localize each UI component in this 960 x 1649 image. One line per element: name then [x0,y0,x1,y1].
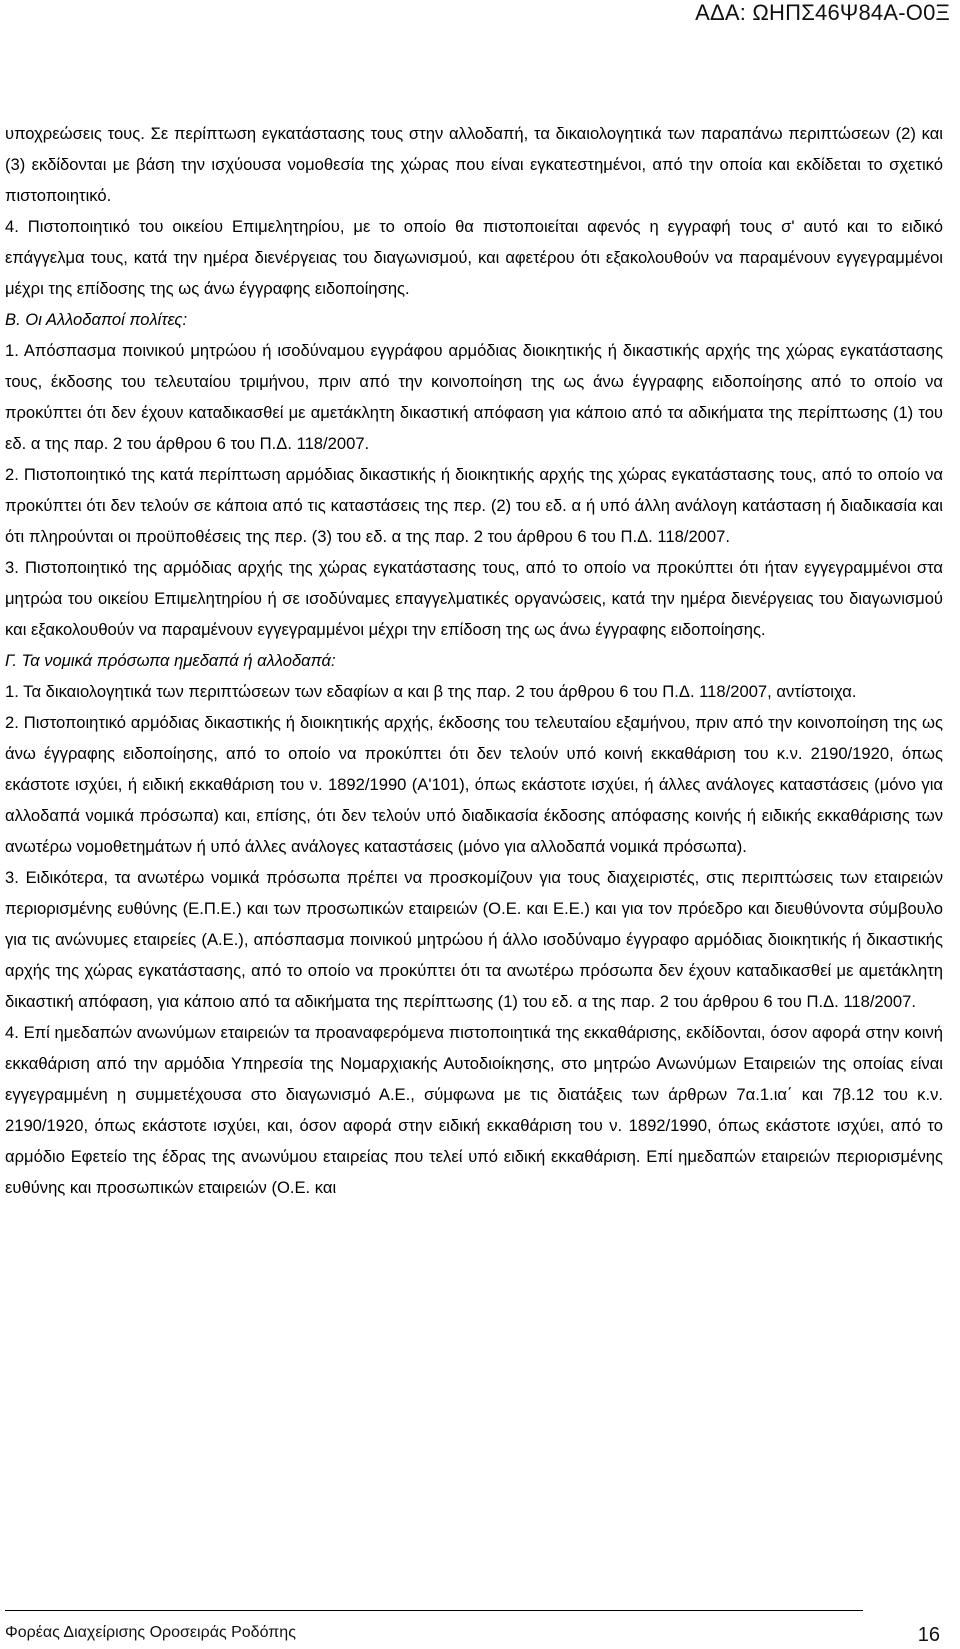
paragraph: 3. Πιστοποιητικό της αρμόδιας αρχής της χώρας εγκατάστασης τους, από το οποίο να προκύπτει ότι ήταν εγγεγραμμένοι στα μητρώα του οικείου Επιμελητηρίου ή σε ισοδύναμες επαγγελματικές οργανώσεις, κατά την ημέρα διενέργειας του διαγωνισμού και εξακολουθούν να παραμένουν εγγεγραμμένοι μέχρι την επίδοση της ως άνω έγγραφης ειδοποίησης. [5,558,943,639]
footer-organization: Φορέας Διαχείρισης Οροσειράς Ροδόπης [5,1624,296,1641]
paragraph: 1. Τα δικαιολογητικά των περιπτώσεων των εδαφίων α και β της παρ. 2 του άρθρου 6 του Π.Δ. 118/2007, αντίστοιχα. [5,682,857,701]
paragraph: 3. Ειδικότερα, τα ανωτέρω νομικά πρόσωπα πρέπει να προσκομίζουν για τους διαχειριστές, στις περιπτώσεις των εταιρειών περιορισμένης ευθύνης (Ε.Π.Ε.) και των προσωπικών εταιρειών (Ο.Ε. και Ε.Ε.) και για τον πρόεδρο και διευθύνοντα σύμβουλο για τις ανώνυμες εταιρείες (Α.Ε.), απόσπασμα ποινικού μητρώου ή άλλο ισοδύναμο έγγραφο αρμόδιας διοικητικής ή δικαστικής αρχής της χώρας εγκατάστασης, από το οποίο να προκύπτει ότι τα ανωτέρω πρόσωπα δεν έχουν καταδικασθεί με αμετάκλητη δικαστική απόφαση, για κάποιο από τα αδικήματα της περίπτωσης (1) του εδ. α της παρ. 2 του άρθρου 6 του Π.Δ. 118/2007. [5,868,943,1011]
paragraph: υποχρεώσεις τους. Σε περίπτωση εγκατάστασης τους στην αλλοδαπή, τα δικαιολογητικά των παραπάνω περιπτώσεων (2) και (3) εκδίδονται με βάση την ισχύουσα νομοθεσία της χώρας που είναι εγκατεστημένοι, από την οποία και εκδίδεται το σχετικό πιστοποιητικό. [5,124,943,205]
page-number: 16 [917,1624,940,1646]
document-body [5,118,943,1203]
footer-divider [5,1610,863,1611]
paragraph: 1. Απόσπασμα ποινικού μητρώου ή ισοδύναμου εγγράφου αρμόδιας διοικητικής ή δικαστικής αρχής της χώρας εγκατάστασης τους, έκδοσης του τελευταίου τριμήνου, πριν από την κοινοποίηση της ως άνω έγγραφης ειδοποίησης από το οποίο να προκύπτει ότι δεν έχουν καταδικασθεί με αμετάκλητη δικαστική απόφαση για κάποιο από τα αδικήματα της περίπτωσης (1) του εδ. α της παρ. 2 του άρθρου 6 του Π.Δ. 118/2007. [5,341,943,453]
section-heading-b: Β. Οι Αλλοδαποί πολίτες: [5,310,188,329]
paragraph: 4. Πιστοποιητικό του οικείου Επιμελητηρίου, με το οποίο θα πιστοποιείται αφενός η εγγραφή τους σ' αυτό και το ειδικό επάγγελμα τους, κατά την ημέρα διενέργειας του διαγωνισμού, και αφετέρου ότι εξακολουθούν να παραμένουν εγγεγραμμένοι μέχρι της επίδοσης της ως άνω έγγραφης ειδοποίησης. [5,217,943,298]
paragraph: 4. Επί ημεδαπών ανωνύμων εταιρειών τα προαναφερόμενα πιστοποιητικά της εκκαθάρισης, εκδίδονται, όσον αφορά στην κοινή εκκαθάριση από την αρμόδια Υπηρεσία της Νομαρχιακής Αυτοδιοίκησης, στο μητρώο Ανωνύμων Εταιρειών της οποίας είναι εγγεγραμμένη η συμμετέχουσα στο διαγωνισμό Α.Ε., σύμφωνα με τις διατάξεις των άρθρων 7α.1.ια΄ και 7β.12 του κ.ν. 2190/1920, όπως εκάστοτε ισχύει, και, όσον αφορά στην ειδική εκκαθάριση του ν. 1892/1990, όπως εκάστοτε ισχύει, από το αρμόδιο Εφετείο της έδρας της ανωνύμου εταιρείας που τελεί υπό ειδική εκκαθάριση. Επί ημεδαπών εταιρειών περιορισμένης ευθύνης και προσωπικών εταιρειών (Ο.Ε. και [5,1023,943,1197]
paragraph: 2. Πιστοποιητικό αρμόδιας δικαστικής ή διοικητικής αρχής, έκδοσης του τελευταίου εξαμήνου, πριν από την κοινοποίηση της ως άνω έγγραφης ειδοποίησης, από το οποίο να προκύπτει ότι δεν τελούν υπό κοινή εκκαθάριση του κ.ν. 2190/1920, όπως εκάστοτε ισχύει, ή ειδική εκκαθάριση του ν. 1892/1990 (Α'101), όπως εκάστοτε ισχύει, ή άλλες ανάλογες καταστάσεις (μόνο για αλλοδαπά νομικά πρόσωπα) και, επίσης, ότι δεν τελούν υπό διαδικασία έκδοσης απόφασης κοινής ή ειδικής εκκαθάρισης των ανωτέρω νομοθετημάτων ή υπό άλλες ανάλογες καταστάσεις (μόνο για αλλοδαπά νομικά πρόσωπα). [5,713,943,856]
section-heading-c: Γ. Τα νομικά πρόσωπα ημεδαπά ή αλλοδαπά: [5,651,336,670]
ada-identifier: ΑΔΑ: ΩΗΠΣ46Ψ84Α-Ο0Ξ [695,0,950,25]
paragraph: 2. Πιστοποιητικό της κατά περίπτωση αρμόδιας δικαστικής ή διοικητικής αρχής της χώρας εγκατάστασης τους, από το οποίο να προκύπτει ότι δεν τελούν σε κάποια από τις καταστάσεις της περ. (2) του εδ. α ή υπό άλλη ανάλογη κατάσταση ή διαδικασία και ότι πληρούνται οι προϋποθέσεις της περ. (3) του εδ. α της παρ. 2 του άρθρου 6 του Π.Δ. 118/2007. [5,465,943,546]
